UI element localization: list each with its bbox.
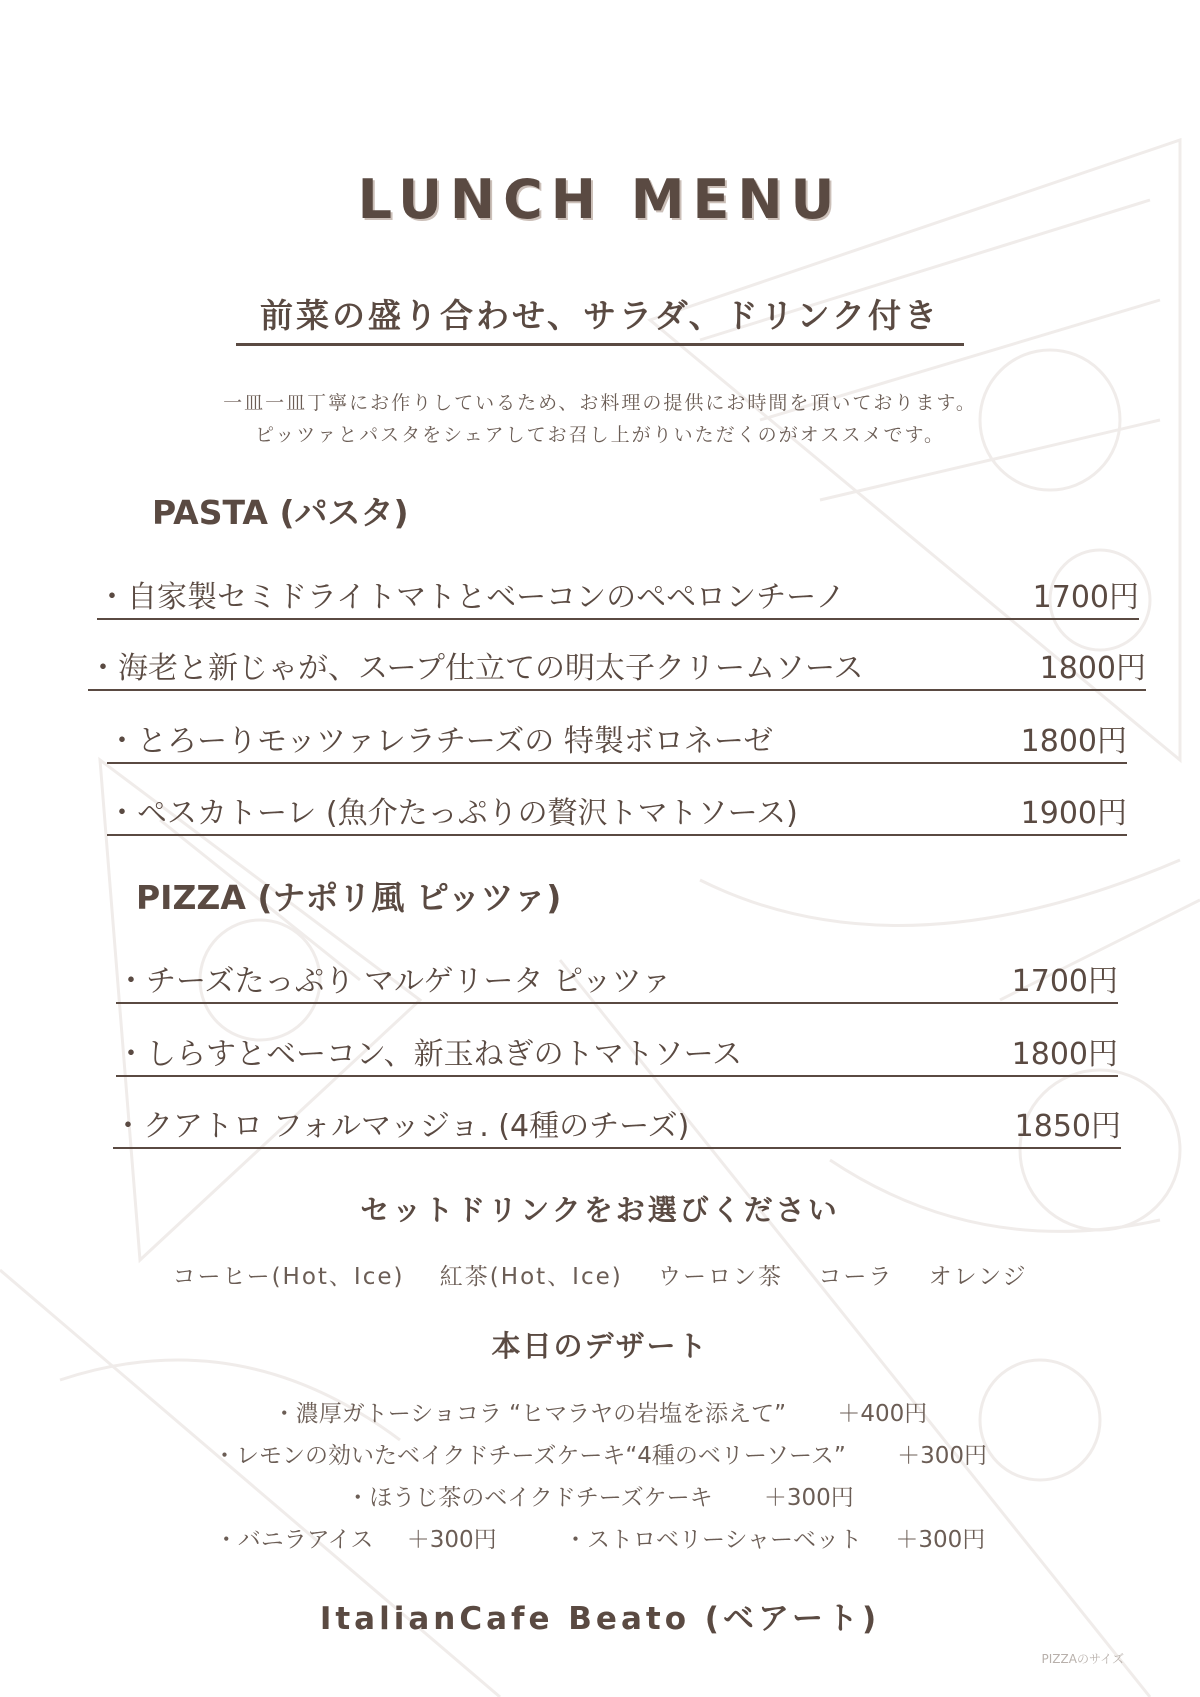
drink-option: オレンジ <box>928 1264 1028 1290</box>
item-name: ・クアトロ フォルマッジョ. (4種のチーズ) <box>113 1109 690 1144</box>
dessert-price: ＋300円 <box>763 1485 854 1511</box>
dessert-price: ＋400円 <box>837 1401 928 1427</box>
item-price: 1700円 <box>1011 964 1118 999</box>
drink-option: 紅茶(Hot、Ice) <box>439 1264 623 1290</box>
dessert-item <box>0 1479 1200 1512</box>
item-price: 1800円 <box>1011 1037 1118 1072</box>
pizza-size-note: PIZZAのサイズ <box>1041 1652 1124 1666</box>
pizza-heading: PIZZA (ナポリ風 ピッツァ) <box>136 878 562 917</box>
menu-item <box>88 643 1146 691</box>
menu-item <box>116 956 1118 1004</box>
drink-heading: セットドリンクをお選びください <box>360 1193 840 1227</box>
item-name: ・しらすとベーコン、新玉ねぎのトマトソース <box>116 1037 743 1072</box>
item-name: ・とろーりモッツァレラチーズの 特製ボロネーゼ <box>107 724 774 759</box>
dessert-price: ＋300円 <box>895 1527 986 1553</box>
dessert-name: ・ストロベリーシャーベット <box>563 1527 863 1553</box>
dessert-item <box>0 1437 1200 1470</box>
dessert-heading: 本日のデザート <box>491 1329 709 1363</box>
drink-option: ウーロン茶 <box>658 1264 784 1290</box>
dessert-name: ・ほうじ茶のベイクドチーズケーキ <box>346 1485 713 1511</box>
menu-subtitle: 前菜の盛り合わせ、サラダ、ドリンク付き <box>236 290 964 346</box>
dessert-name: ・バニラアイス <box>214 1527 374 1553</box>
dessert-item <box>0 1395 1200 1428</box>
drink-option: コーヒー(Hot、Ice) <box>172 1264 405 1290</box>
drink-option: コーラ <box>818 1264 894 1290</box>
dessert-item-row <box>0 1521 1200 1554</box>
item-name: ・自家製セミドライトマトとベーコンのペペロンチーノ <box>97 580 846 615</box>
menu-title: LUNCH MENU <box>357 168 843 231</box>
dessert-price: ＋300円 <box>897 1443 987 1469</box>
item-price: 1900円 <box>1020 796 1127 831</box>
subtitle-container <box>0 290 1200 346</box>
item-price: 1700円 <box>1032 580 1139 615</box>
item-name: ・チーズたっぷり マルゲリータ ピッツァ <box>116 964 672 999</box>
dessert-price: ＋300円 <box>406 1527 497 1553</box>
intro-line-1: 一皿一皿丁寧にお作りしているため、お料理の提供にお時間を頂いております。 <box>223 392 977 414</box>
item-price: 1850円 <box>1014 1109 1121 1144</box>
cafe-name: ItalianCafe Beato (ベアート) <box>319 1601 881 1637</box>
menu-item <box>116 1029 1118 1077</box>
item-price: 1800円 <box>1020 724 1127 759</box>
dessert-name: ・濃厚ガトーショコラ “ヒマラヤの岩塩を添えて” <box>272 1401 786 1427</box>
pasta-heading: PASTA (パスタ) <box>152 493 409 532</box>
item-name: ・海老と新じゃが、スープ仕立ての明太子クリームソース <box>88 651 864 686</box>
item-name: ・ペスカトーレ (魚介たっぷりの贅沢トマトソース) <box>107 796 798 831</box>
dessert-name: ・レモンの効いたベイクドチーズケーキ“4種のベリーソース” <box>212 1443 846 1469</box>
intro-line-2: ピッツァとパスタをシェアしてお召し上がりいただくのがオススメです。 <box>255 424 945 446</box>
drink-options <box>0 1258 1200 1291</box>
menu-item <box>113 1101 1121 1149</box>
menu-item <box>97 572 1139 620</box>
menu-item <box>107 788 1127 836</box>
menu-item <box>107 716 1127 764</box>
item-price: 1800円 <box>1039 651 1146 686</box>
